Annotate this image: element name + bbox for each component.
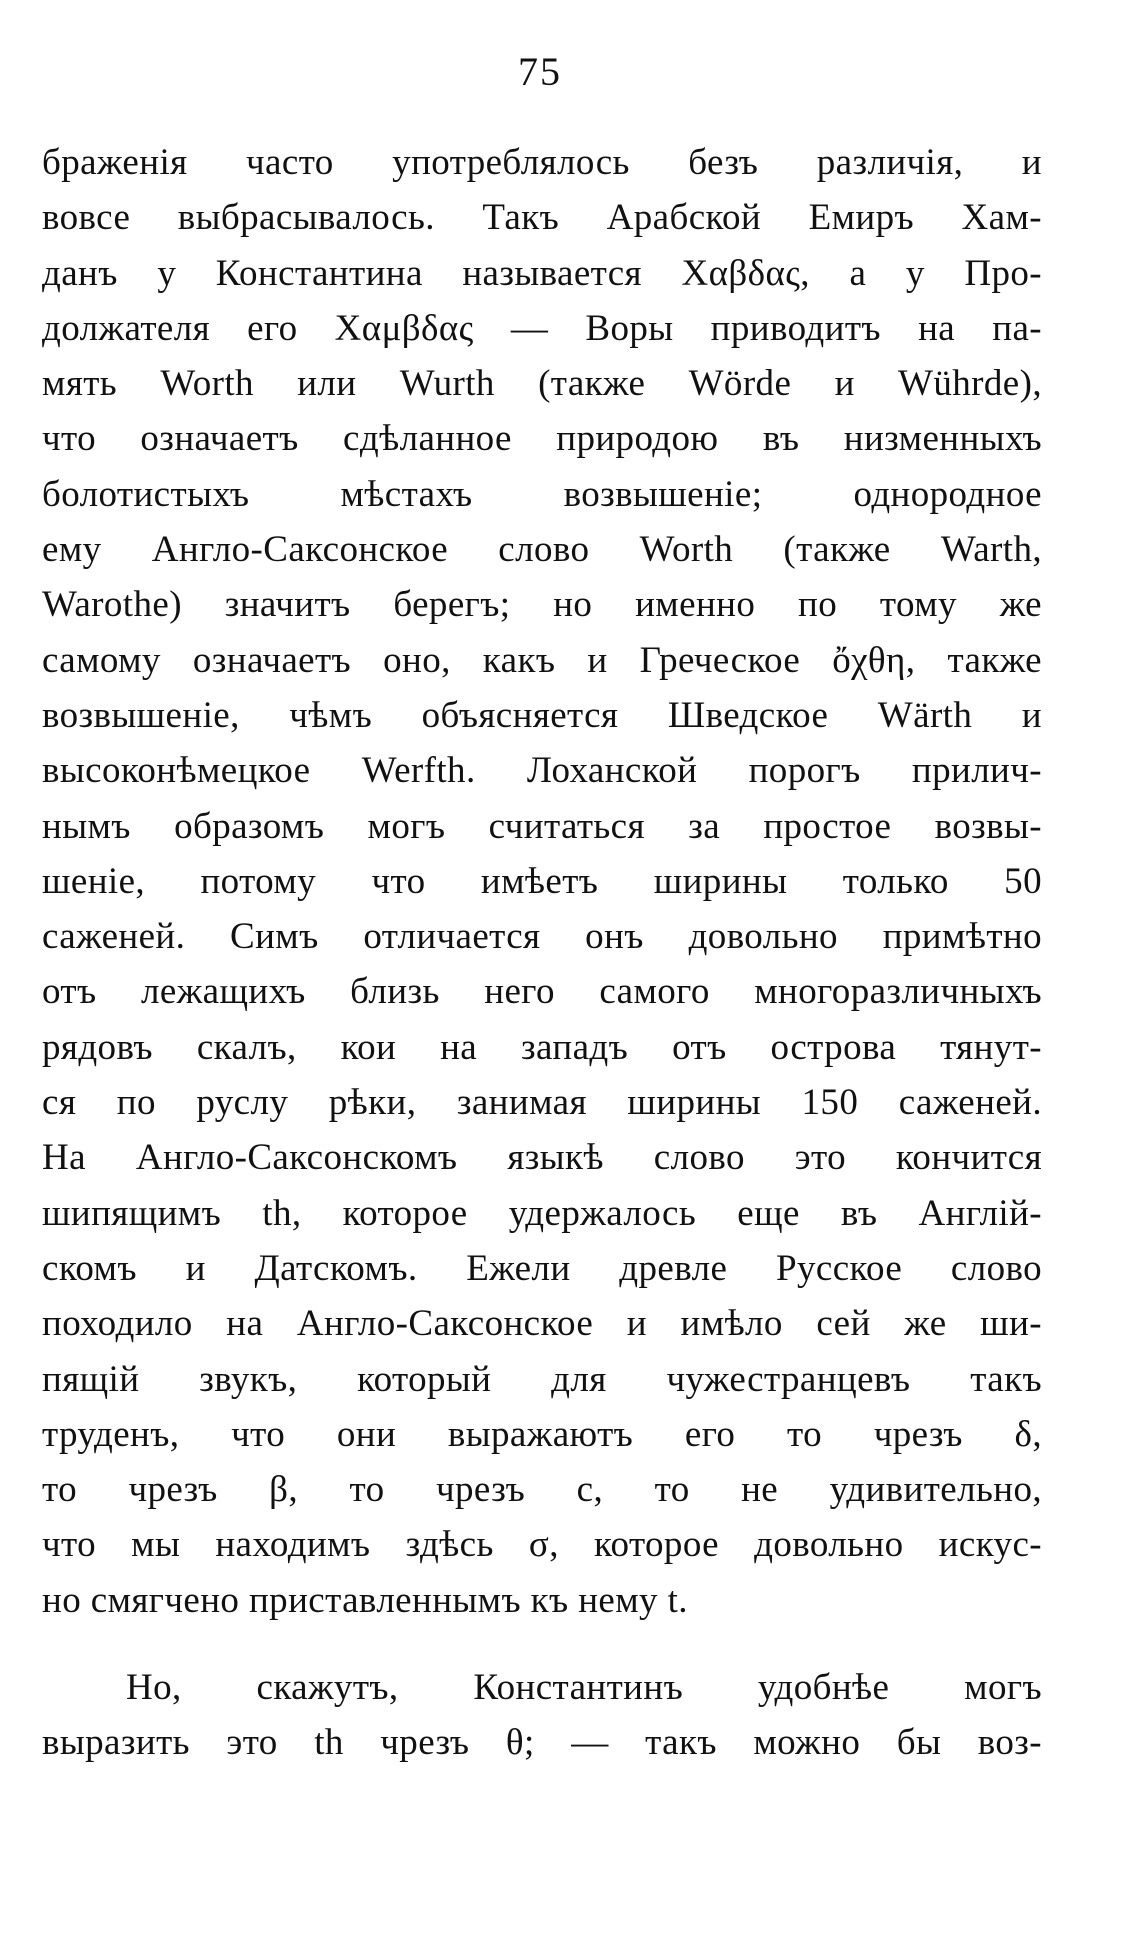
text-line: На Англо-Саксонскомъ языкѣ слово это кончится (42, 1137, 1042, 1179)
text-line: саженей. Симъ отличается онъ довольно примѣтно (42, 916, 1042, 958)
text-line: выразить это th чрезъ θ; — такъ можно бы воз- (42, 1722, 1042, 1764)
text-line: что мы находимъ здѣсь σ, которое довольно искус- (42, 1524, 1042, 1566)
text-line: Warothe) значитъ берегъ; но именно по тому же (42, 584, 1042, 626)
text-line: ся по руслу рѣки, занимая ширины 150 саженей. (42, 1082, 1042, 1124)
text-line: что означаетъ сдѣланное природою въ низменныхъ (42, 418, 1042, 460)
text-line: Но, скажутъ, Константинъ удобнѣе могъ (126, 1667, 1042, 1708)
text-line: шеніе, потому что имѣетъ ширины только 50 (42, 860, 1042, 902)
text-line: отъ лежащихъ близь него самого многоразличныхъ (42, 971, 1042, 1013)
text-line: высоконѣмецкое Werfth. Лоханской порогъ прилич- (42, 750, 1042, 792)
text-line: самому означаетъ оно, какъ и Греческое ὄχθη, также (42, 639, 1042, 681)
text-line: ему Англо-Саксонское слово Worth (также Warth, (42, 529, 1042, 571)
text-line: то чрезъ β, то чрезъ c, то не удивительно, (42, 1469, 1042, 1511)
text-line: нымъ образомъ могъ считаться за простое возвы- (42, 805, 1042, 847)
text-line: возвышеніе, чѣмъ объясняется Шведское Wärth и (42, 694, 1042, 736)
text-line: но смягчено приставленнымъ къ нему t. (42, 1579, 688, 1621)
text-line: вовсе выбрасывалось. Такъ Арабской Емиръ Хам- (42, 197, 1042, 239)
text-line: труденъ, что они выражаютъ его то чрезъ δ, (42, 1413, 1042, 1455)
text-line: скомъ и Датскомъ. Ежели древле Русское слово (42, 1247, 1042, 1289)
page-number: 75 (518, 49, 562, 94)
paragraph-1 (42, 135, 1042, 1628)
paragraph-2 (42, 1660, 1042, 1771)
text-line: рядовъ скалъ, кои на западъ отъ острова тянут- (42, 1026, 1042, 1068)
text-line: пящій звукъ, который для чужестранцевъ такъ (42, 1358, 1042, 1400)
text-line: браженія часто употреблялось безъ различія, и (42, 142, 1042, 183)
text-line: шипящимъ th, которое удержалось еще въ Англій- (42, 1192, 1042, 1234)
text-line: мять Worth или Wurth (также Wörde и Wührde), (42, 363, 1042, 405)
text-line: болотистыхъ мѣстахъ возвышеніе; однородное (42, 473, 1042, 515)
text-line: данъ у Константина называется Χαβδας, а у Про- (42, 252, 1042, 294)
text-line: походило на Англо-Саксонское и имѣло сей же ши- (42, 1303, 1042, 1345)
text-line: должателя его Χαμβδας — Воры приводитъ на па- (42, 307, 1042, 349)
